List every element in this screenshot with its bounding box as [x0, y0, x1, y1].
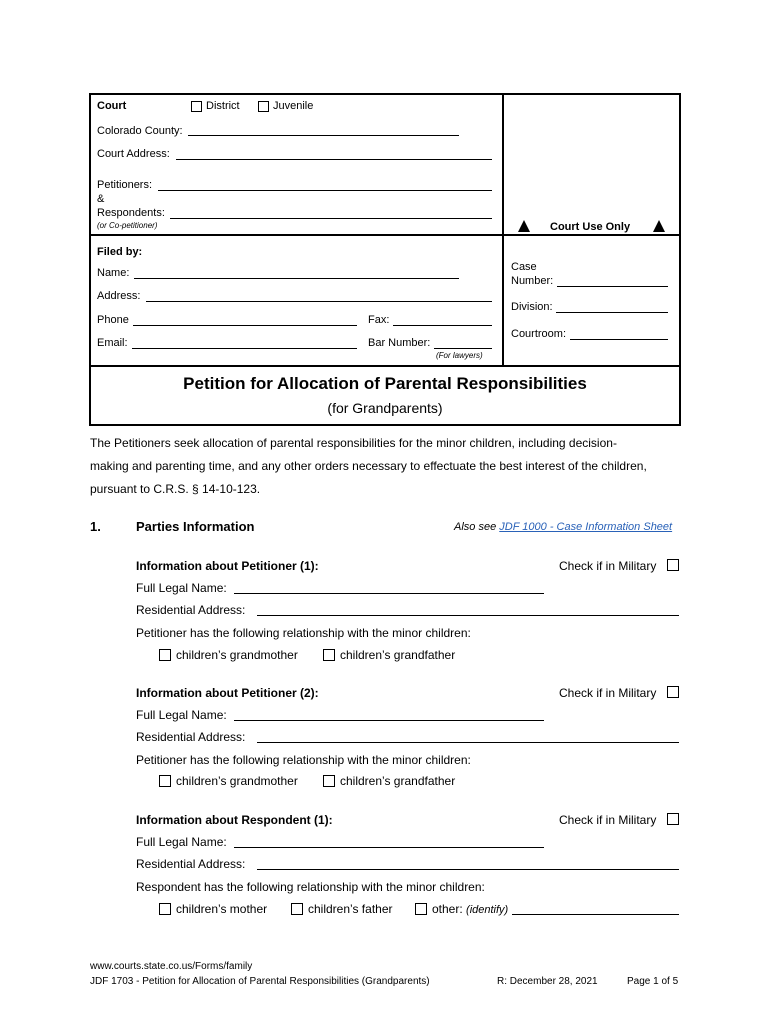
respondent1-relationship-text: Respondent has the following relationship with the minor children:	[136, 880, 485, 894]
intro-line-1: The Petitioners seek allocation of parental responsibilities for the minor children, including decision-	[90, 436, 617, 450]
petitioner1-name-label: Full Legal Name:	[136, 581, 227, 595]
county-label: Colorado County:	[97, 125, 183, 137]
respondent1-other-checkbox[interactable]	[415, 903, 427, 915]
petitioner2-grandmother-checkbox[interactable]	[159, 775, 171, 787]
petitioner2-grandfather-label: children’s grandfather	[340, 774, 456, 788]
respondents-field[interactable]	[170, 218, 492, 219]
footer-form-id: JDF 1703 - Petition for Allocation of Parental Responsibilities (Grandparents)	[90, 976, 430, 987]
division-field[interactable]	[556, 312, 668, 313]
footer-url: www.courts.state.co.us/Forms/family	[90, 961, 253, 972]
division-label: Division:	[511, 301, 553, 313]
petitioner2-address-label: Residential Address:	[136, 730, 246, 744]
co-petitioner-note: (or Co-petitioner)	[97, 221, 158, 230]
respondents-label: Respondents:	[97, 207, 165, 219]
petitioner2-military-label: Check if in Military	[559, 686, 657, 700]
bar-number-field[interactable]	[434, 348, 492, 349]
respondent1-father-label: children’s father	[308, 902, 393, 916]
case-info-sheet-link[interactable]: JDF 1000 - Case Information Sheet	[499, 521, 673, 533]
juvenile-label: Juvenile	[273, 100, 314, 112]
ampersand: &	[97, 193, 105, 205]
petitioner1-address-field[interactable]	[257, 615, 679, 616]
petitioners-label: Petitioners:	[97, 179, 153, 191]
filer-address-field[interactable]	[146, 301, 492, 302]
petitioner1-grandmother-checkbox[interactable]	[159, 649, 171, 661]
respondent1-mother-label: children’s mother	[176, 902, 268, 916]
petitioner1-name-field[interactable]	[234, 593, 544, 594]
fax-label: Fax:	[368, 314, 390, 326]
section-number: 1.	[90, 519, 101, 534]
case-number-field[interactable]	[557, 286, 668, 287]
respondent1-name-field[interactable]	[234, 847, 544, 848]
court-address-field[interactable]	[176, 159, 492, 160]
court-label: Court	[97, 100, 127, 112]
petitioner1-grandfather-label: children’s grandfather	[340, 648, 456, 662]
footer-revision: R: December 28, 2021	[497, 976, 598, 987]
petitioner1-grandmother-label: children’s grandmother	[176, 648, 298, 662]
case-number-label: Number:	[511, 275, 554, 287]
section-heading: Parties Information	[136, 519, 255, 534]
county-field[interactable]	[188, 135, 459, 136]
courtroom-field[interactable]	[570, 339, 668, 340]
email-label: Email:	[97, 337, 128, 349]
respondent1-other-label	[432, 902, 508, 916]
petitioner1-military-checkbox[interactable]	[667, 559, 679, 571]
respondent1-address-field[interactable]	[257, 869, 679, 870]
arrow-up-icon-right	[653, 220, 665, 232]
petitioner1-military-label: Check if in Military	[559, 559, 657, 573]
respondent1-military-label: Check if in Military	[559, 813, 657, 827]
petitioner2-grandfather-checkbox[interactable]	[323, 775, 335, 787]
filer-name-label: Name:	[97, 267, 130, 279]
respondent1-name-label: Full Legal Name:	[136, 835, 227, 849]
intro-line-3: pursuant to C.R.S. § 14-10-123.	[90, 482, 261, 496]
petitioner2-name-label: Full Legal Name:	[136, 708, 227, 722]
courtroom-label: Courtroom:	[511, 328, 567, 340]
petitioner1-relationship-text: Petitioner has the following relationship with the minor children:	[136, 626, 471, 640]
page-subtitle: (for Grandparents)	[327, 400, 443, 416]
petitioner1-heading: Information about Petitioner (1):	[136, 559, 319, 573]
filer-address-label: Address:	[97, 290, 141, 302]
petitioner1-grandfather-checkbox[interactable]	[323, 649, 335, 661]
caption-divider-vertical	[502, 93, 504, 367]
district-label: District	[206, 100, 240, 112]
caption-divider-horizontal	[89, 234, 681, 236]
filed-by-label: Filed by:	[97, 246, 143, 258]
court-use-only-label: Court Use Only	[550, 221, 631, 233]
court-address-label: Court Address:	[97, 148, 170, 160]
respondent1-military-checkbox[interactable]	[667, 813, 679, 825]
juvenile-checkbox[interactable]	[258, 101, 269, 112]
respondent1-father-checkbox[interactable]	[291, 903, 303, 915]
respondent1-other-text: other:	[432, 902, 463, 916]
also-see-label: Also see	[454, 521, 497, 533]
intro-line-2: making and parenting time, and any other orders necessary to effectuate the best interest of the children,	[90, 459, 647, 473]
arrow-up-icon	[518, 220, 530, 232]
fax-field[interactable]	[393, 325, 492, 326]
also-see-text	[454, 521, 672, 533]
petitioner2-address-field[interactable]	[257, 742, 679, 743]
respondent1-other-field[interactable]	[512, 914, 679, 915]
respondent1-heading: Information about Respondent (1):	[136, 813, 333, 827]
respondent1-mother-checkbox[interactable]	[159, 903, 171, 915]
petitioner2-military-checkbox[interactable]	[667, 686, 679, 698]
petitioners-field[interactable]	[158, 190, 492, 191]
for-lawyers-note: (For lawyers)	[436, 351, 483, 360]
bar-number-label: Bar Number:	[368, 337, 431, 349]
petitioner2-name-field[interactable]	[234, 720, 544, 721]
page-title: Petition for Allocation of Parental Responsibilities	[183, 374, 587, 393]
footer-page-number: Page 1 of 5	[627, 976, 679, 987]
petitioner2-heading: Information about Petitioner (2):	[136, 686, 319, 700]
phone-field[interactable]	[133, 325, 357, 326]
email-field[interactable]	[132, 348, 357, 349]
respondent1-identify-text: (identify)	[466, 904, 509, 916]
petitioner2-relationship-text: Petitioner has the following relationship with the minor children:	[136, 753, 471, 767]
district-checkbox[interactable]	[191, 101, 202, 112]
filer-name-field[interactable]	[134, 278, 459, 279]
respondent1-address-label: Residential Address:	[136, 857, 246, 871]
petitioner1-address-label: Residential Address:	[136, 603, 246, 617]
petitioner2-grandmother-label: children’s grandmother	[176, 774, 298, 788]
case-label: Case	[511, 261, 537, 273]
phone-label: Phone	[97, 314, 129, 326]
